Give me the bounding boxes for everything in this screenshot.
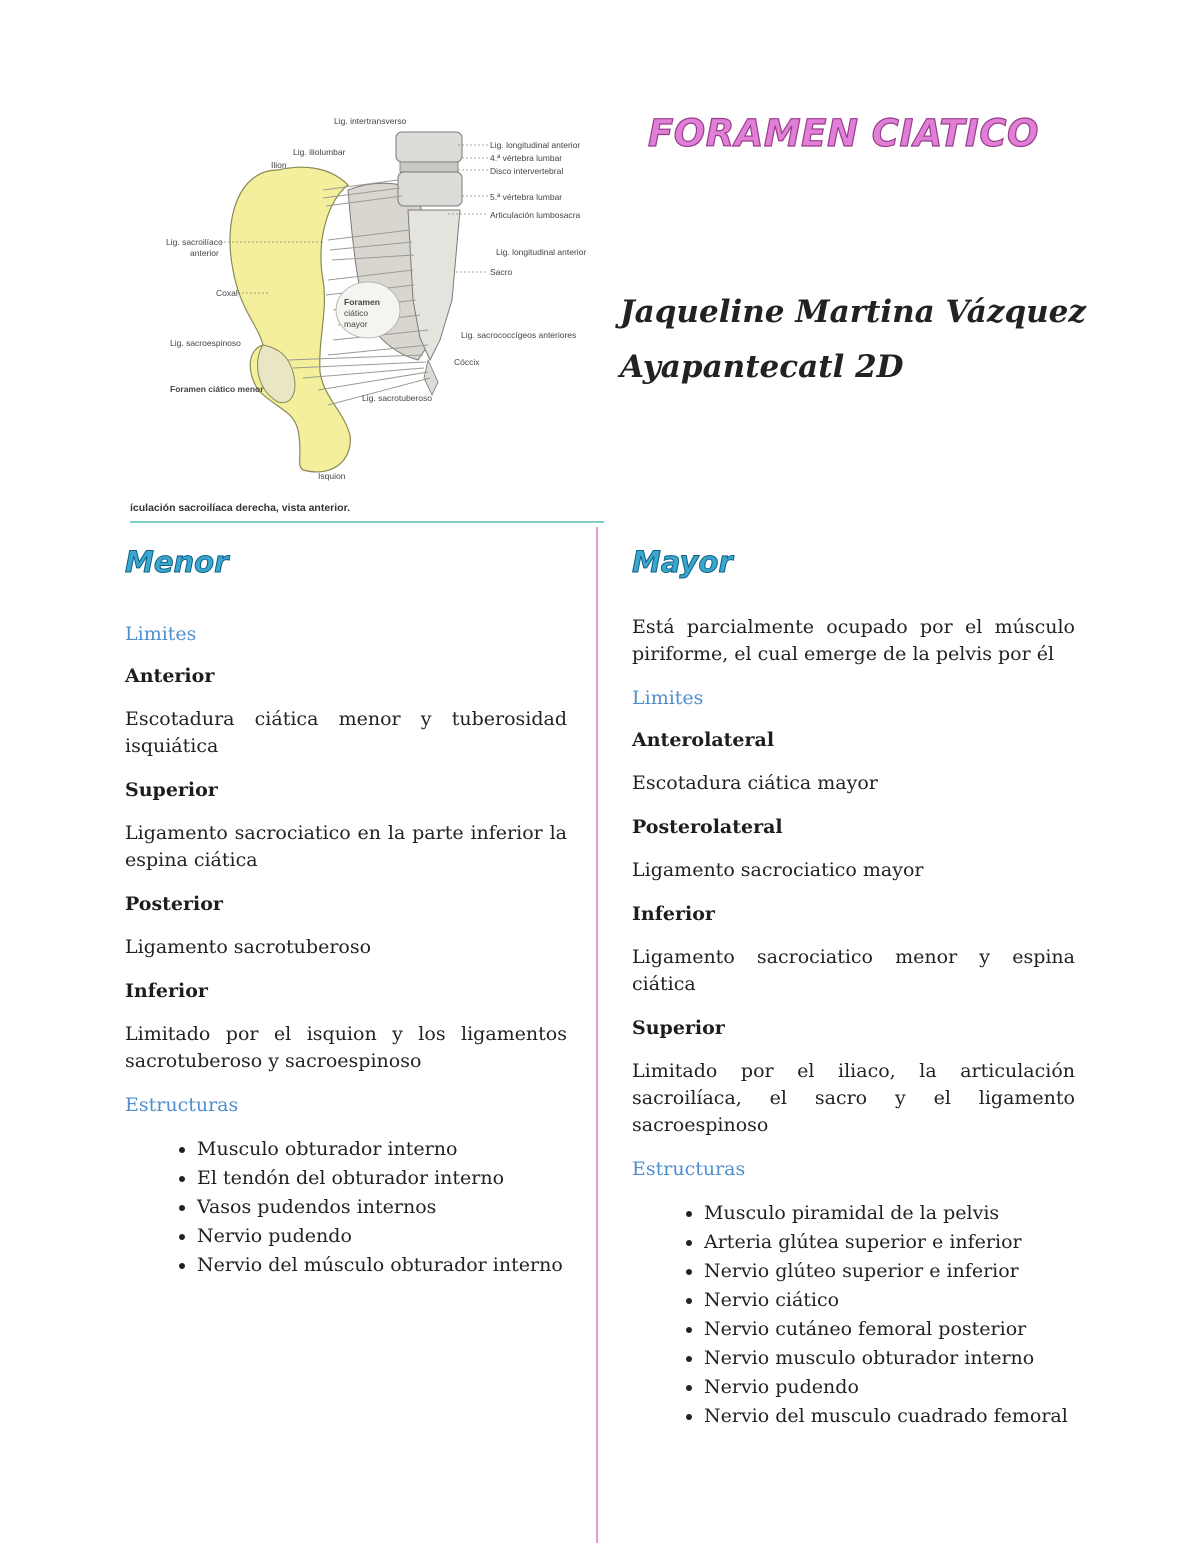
- teal-divider: [130, 521, 604, 523]
- menor-heading-posterior: Posterior: [125, 893, 223, 915]
- list-item: • Nervio del musculo cuadrado femoral: [704, 1402, 1075, 1431]
- vertebra-5: [398, 172, 462, 206]
- label-sacro: Sacro: [490, 267, 513, 277]
- label-foramen-3: mayor: [344, 319, 368, 329]
- menor-title: Menor: [125, 545, 229, 579]
- menor-heading-anterior: Anterior: [125, 665, 215, 687]
- menor-column: [125, 540, 567, 1280]
- menor-text-posterior: Ligamento sacrotuberoso: [125, 936, 372, 958]
- label-iliolumbar: Lig. iliolumbar: [293, 147, 346, 157]
- label-vertebra5: 5.ª vértebra lumbar: [490, 192, 563, 202]
- mayor-text-anterolateral: Escotadura ciática mayor: [632, 772, 878, 794]
- figure-caption: ículación sacroilíaca derecha, vista anterior.: [130, 502, 351, 514]
- mayor-heading-anterolateral: Anterolateral: [632, 729, 775, 751]
- menor-text-superior: Ligamento sacrociatico en la parte inferior la espina ciática: [125, 822, 567, 871]
- label-sacrotuberoso: Lig. sacrotuberoso: [362, 393, 432, 403]
- list-item: • El tendón del obturador interno: [197, 1164, 567, 1193]
- label-articulacion: Articulación lumbosacra: [490, 210, 581, 220]
- author-line-1: Jaqueline Martina Vázquez: [620, 294, 1086, 330]
- disco: [400, 162, 458, 172]
- list-item: • Vasos pudendos internos: [197, 1193, 567, 1222]
- label-intertransverso: Lig. intertransverso: [334, 116, 407, 126]
- author-line-2: Ayapantecatl 2D: [620, 349, 904, 385]
- label-coxal: Coxal: [216, 288, 238, 298]
- list-item: • Nervio ciático: [704, 1286, 1075, 1315]
- label-ilion: Ilion: [271, 160, 287, 170]
- mayor-text-inferior: Ligamento sacrociatico menor y espina ciática: [632, 946, 1075, 995]
- label-isquion: Isquion: [318, 471, 346, 481]
- author-name: [620, 285, 1090, 395]
- label-foramen-menor: Foramen ciático menor: [170, 384, 264, 394]
- list-item: • Nervio cutáneo femoral posterior: [704, 1315, 1075, 1344]
- menor-heading-superior: Superior: [125, 779, 218, 801]
- label-sacroespinoso: Lig. sacroespinoso: [170, 338, 241, 348]
- list-item: • Musculo piramidal de la pelvis: [704, 1199, 1075, 1228]
- pelvis-illustration: [128, 110, 606, 520]
- label-disco: Disco intervertebral: [490, 166, 564, 176]
- vertebra-4: [396, 132, 462, 162]
- mayor-text-superior: Limitado por el iliaco, la articulación sacroilíaca, el sacro y el ligamento sacroespinoso: [632, 1060, 1075, 1136]
- label-foramen-2: ciático: [344, 308, 369, 318]
- mayor-estructuras-label: Estructuras: [632, 1158, 746, 1180]
- label-vertebra4: 4.ª vértebra lumbar: [490, 153, 563, 163]
- mayor-estructuras-list: [632, 1199, 1075, 1431]
- menor-estructuras-list: [125, 1135, 567, 1280]
- menor-limites-label: Limites: [125, 623, 197, 645]
- mayor-column: [632, 540, 1075, 1431]
- label-long-anterior-2: Lig. longitudinal anterior: [496, 247, 587, 257]
- mayor-heading-superior: Superior: [632, 1017, 725, 1039]
- label-foramen: Foramen: [344, 297, 380, 307]
- list-item: • Nervio pudendo: [704, 1373, 1075, 1402]
- label-coccix: Cóccix: [454, 357, 480, 367]
- mayor-heading-inferior: Inferior: [632, 903, 715, 925]
- page-title: FORAMEN CIATICO: [648, 112, 1039, 155]
- menor-text-inferior: Limitado por el isquion y los ligamentos sacrotuberoso y sacroespinoso: [125, 1023, 567, 1072]
- list-item: • Nervio glúteo superior e inferior: [704, 1257, 1075, 1286]
- label-sacroiliaco: Lig. sacroilíaco: [166, 237, 223, 247]
- mayor-intro: Está parcialmente ocupado por el músculo piriforme, el cual emerge de la pelvis por él: [632, 616, 1075, 665]
- menor-text-anterior: Escotadura ciática menor y tuberosidad isquiática: [125, 708, 567, 757]
- menor-estructuras-label: Estructuras: [125, 1094, 239, 1116]
- list-item: • Nervio pudendo: [197, 1222, 567, 1251]
- label-sacrococcigeos: Lig. sacrococcígeos anteriores: [461, 330, 577, 340]
- list-item: • Nervio musculo obturador interno: [704, 1344, 1075, 1373]
- coxal-bone: [230, 167, 350, 472]
- list-item: • Arteria glútea superior e inferior: [704, 1228, 1075, 1257]
- menor-heading-inferior: Inferior: [125, 980, 208, 1002]
- mayor-title: Mayor: [632, 545, 733, 579]
- label-long-anterior-1: Lig. longitudinal anterior: [490, 140, 581, 150]
- list-item: • Nervio del músculo obturador interno: [197, 1251, 567, 1280]
- pink-column-divider: [596, 527, 598, 1543]
- mayor-limites-label: Limites: [632, 687, 704, 709]
- mayor-heading-posterolateral: Posterolateral: [632, 816, 783, 838]
- label-sacroiliaco-2: anterior: [190, 248, 219, 258]
- mayor-text-posterolateral: Ligamento sacrociatico mayor: [632, 859, 924, 881]
- list-item: • Musculo obturador interno: [197, 1135, 567, 1164]
